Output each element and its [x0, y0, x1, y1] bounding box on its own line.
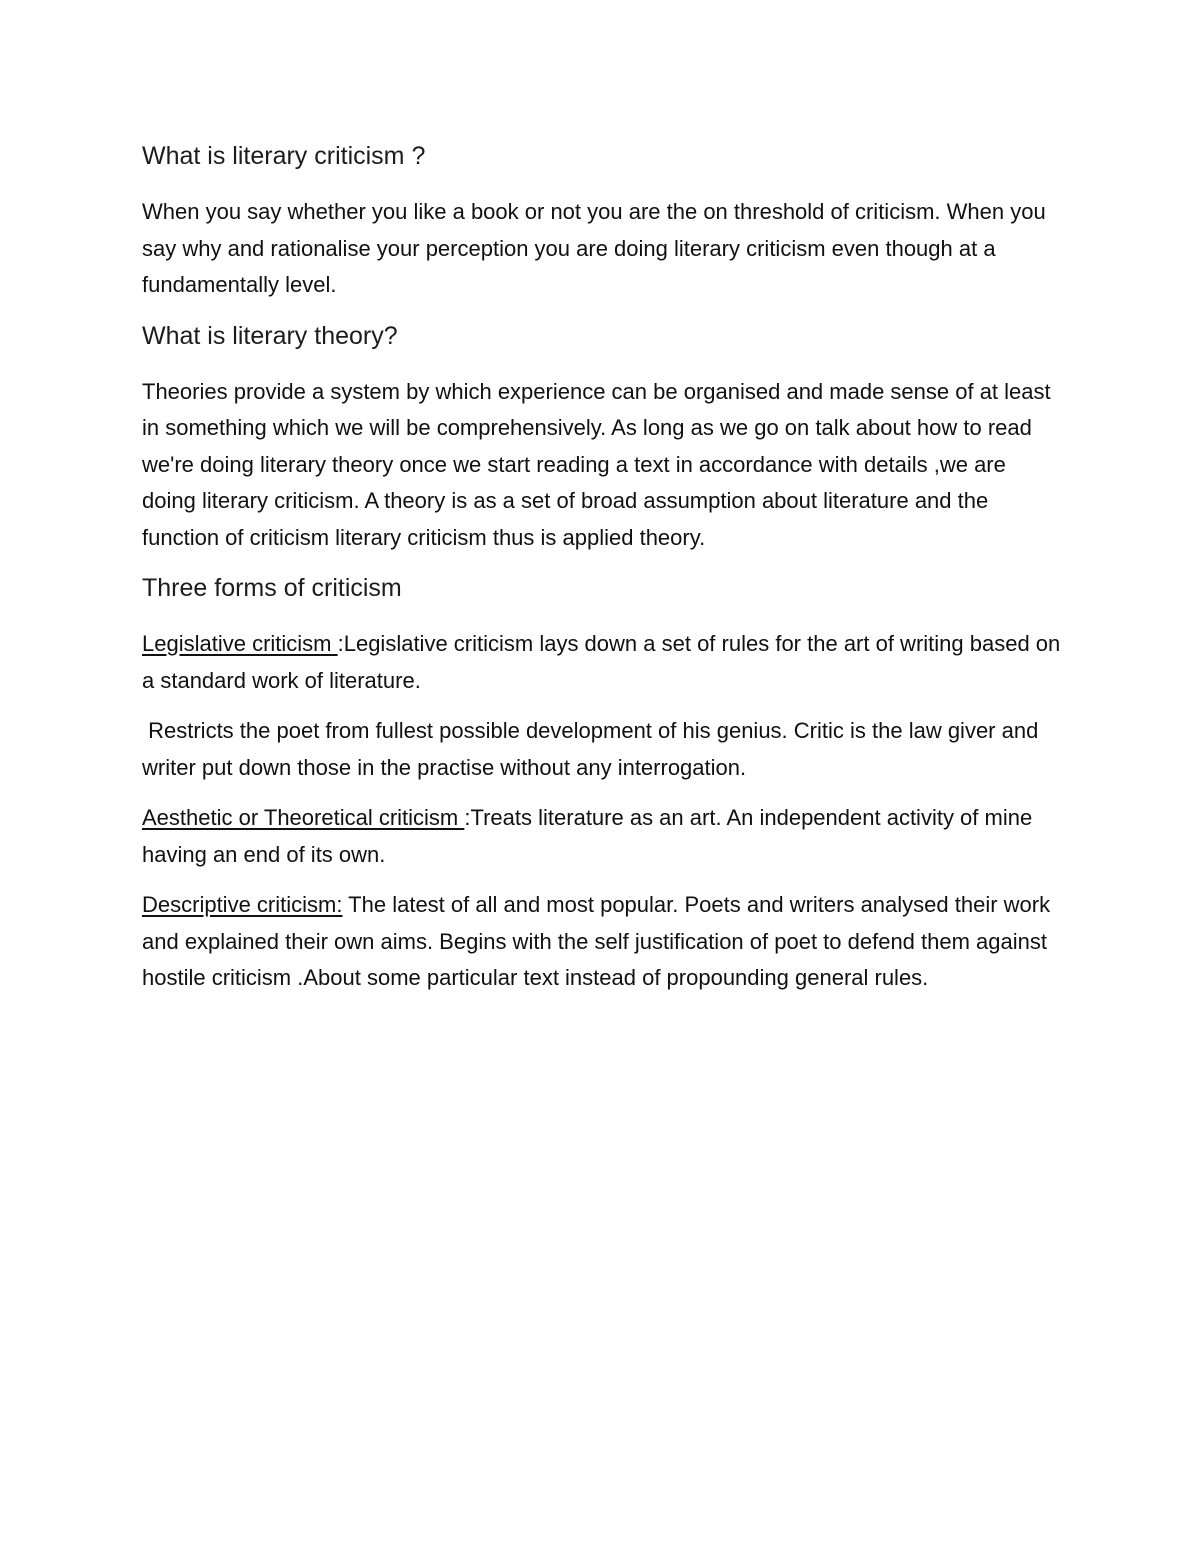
- text-aesthetic: :Treats literature as an art. An independent activity of mine having an end of its own.: [142, 805, 1033, 867]
- paragraph-legislative: [142, 626, 1062, 699]
- paragraph-literary-criticism: When you say whether you like a book or not you are the on threshold of criticism. When you say why and rationalise your perception you are doing literary criticism even though at a fundamentally level.: [142, 199, 1046, 297]
- term-aesthetic: Aesthetic or Theoretical criticism: [142, 805, 465, 830]
- term-descriptive: Descriptive criticism:: [142, 892, 343, 917]
- paragraph-restricts: Restricts the poet from fullest possible development of his genius. Critic is the law giver and writer put down those in the practise without any interrogation.: [142, 718, 1045, 780]
- paragraph-descriptive: [142, 887, 1062, 997]
- paragraph-aesthetic: [142, 800, 1062, 873]
- heading-three-forms: Three forms of criticism: [142, 574, 402, 602]
- term-legislative: Legislative criticism: [142, 631, 338, 656]
- text-descriptive: The latest of all and most popular. Poets and writers analysed their work and explained their own aims. Begins with the self justification of poet to defend them against hostile criticism .About some particular text instead of propounding general rules.: [142, 892, 1051, 990]
- document-page: [142, 140, 1062, 1011]
- heading-literary-criticism: What is literary criticism ?: [142, 142, 426, 170]
- paragraph-literary-theory: Theories provide a system by which experience can be organised and made sense of at least in something which we will be comprehensively. As long as we go on talk about how to read we're doing literary theory once we start reading a text in accordance with details ,we are doing literary criticism. A theory is as a set of broad assumption about literature and the function of criticism literary criticism thus is applied theory.: [142, 378, 1051, 550]
- text-legislative: :Legislative criticism lays down a set of rules for the art of writing based on a standard work of literature.: [142, 631, 1061, 693]
- heading-literary-theory: What is literary theory?: [142, 321, 398, 350]
